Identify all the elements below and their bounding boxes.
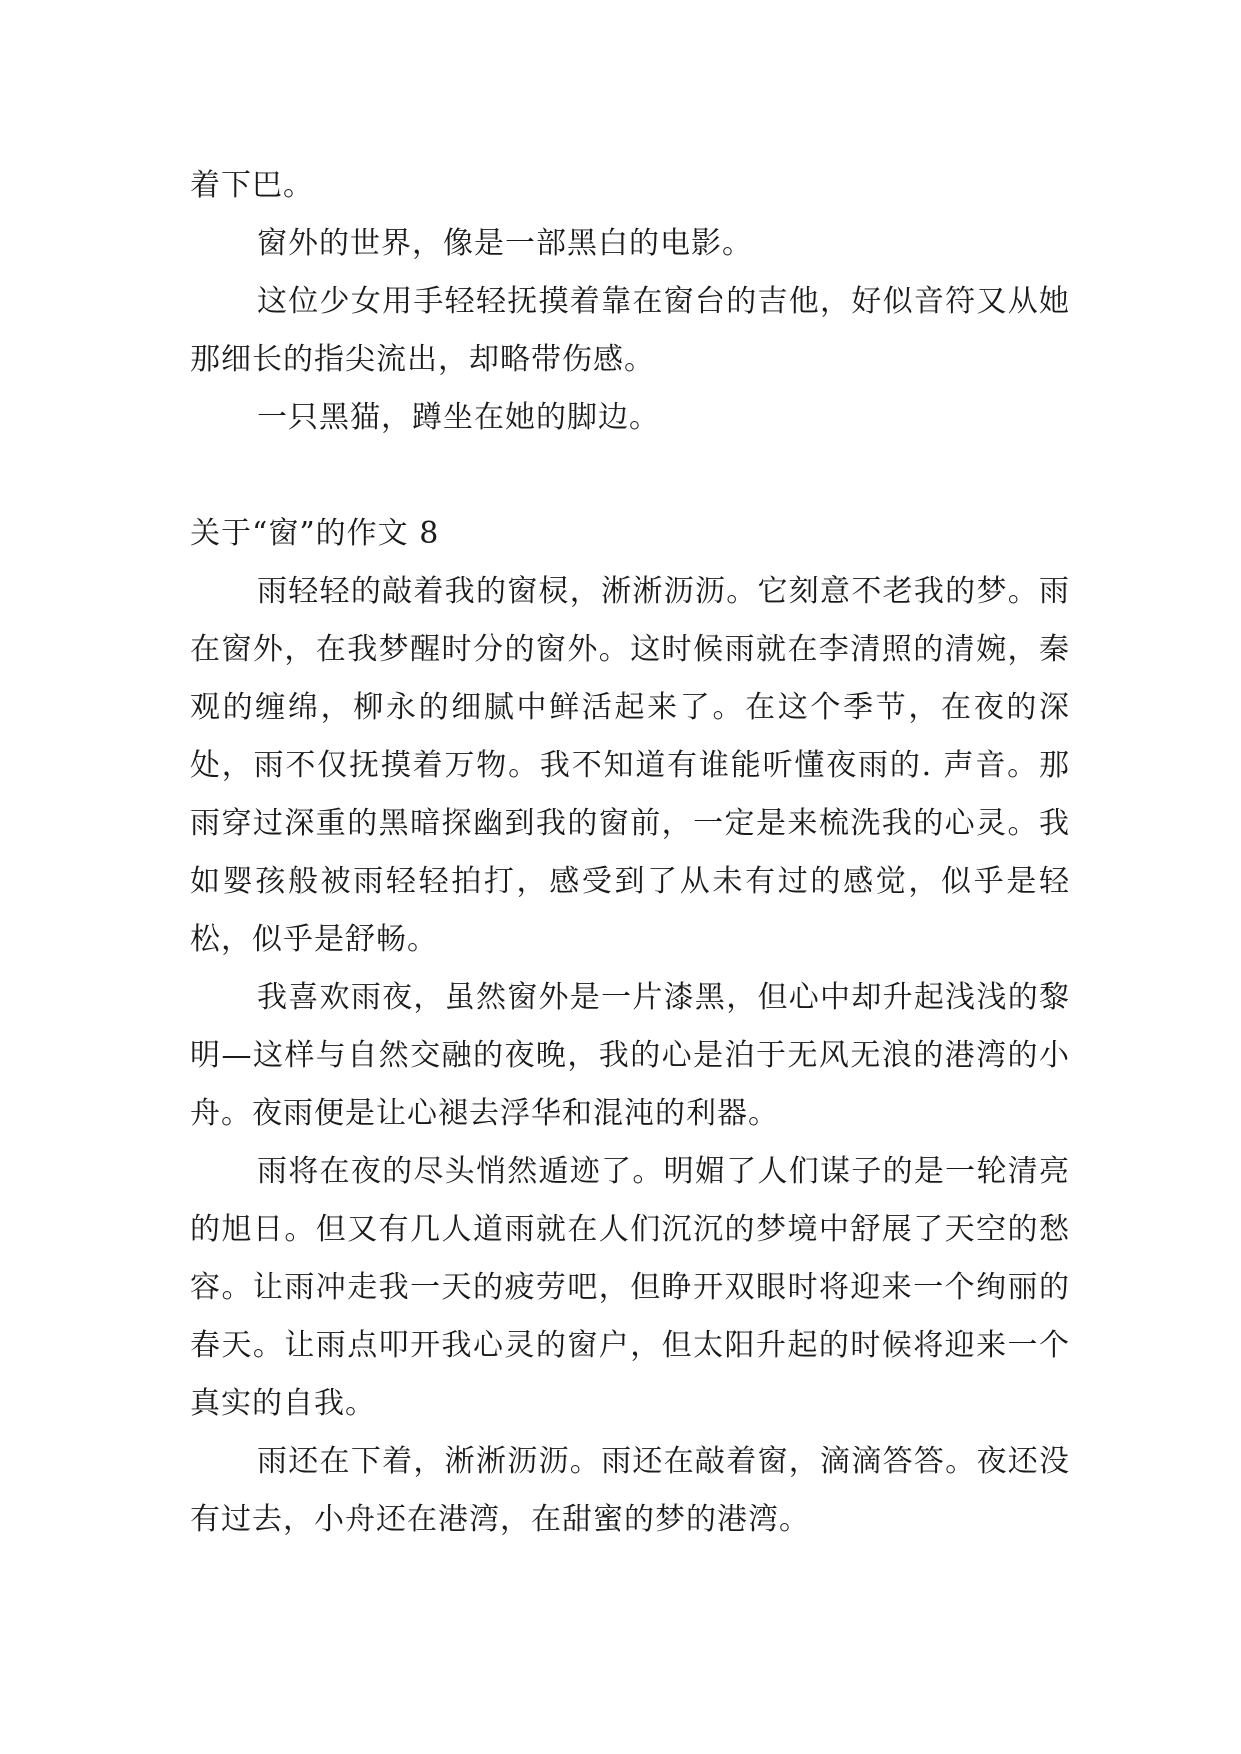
paragraph: 这位少女用手轻轻抚摸着靠在窗台的吉他，好似音符又从她那细长的指尖流出，却略带伤感。 — [190, 284, 1070, 377]
document-body — [190, 157, 1070, 1549]
paragraph: 雨还在下着，淅淅沥沥。雨还在敲着窗，滴滴答答。夜还没有过去，小舟还在港湾，在甜蜜的梦的港湾。 — [190, 1444, 1070, 1537]
paragraph: 着下巴。 — [190, 168, 314, 203]
paragraph: 窗外的世界，像是一部黑白的电影。 — [257, 226, 753, 261]
paragraph: 雨轻轻的敲着我的窗棂，淅淅沥沥。它刻意不老我的梦。雨在窗外，在我梦醒时分的窗外。这时候雨就在李清照的清婉，秦观的缠绵，柳永的细腻中鲜活起来了。在这个季节，在夜的深处，雨不仅抚摸着万物。我不知道有谁能听懂夜雨的. 声音。那雨穿过深重的黑暗探幽到我的窗前，一定是来梳洗我的心灵。我如婴孩般被雨轻轻拍打，感受到了从未有过的感觉，似乎是轻松，似乎是舒畅。 — [190, 574, 1070, 957]
section-heading: 关于“窗”的作文 8 — [190, 516, 440, 551]
paragraph: 我喜欢雨夜，虽然窗外是一片漆黑，但心中却升起浅浅的黎明—这样与自然交融的夜晚，我的心是泊于无风无浪的港湾的小舟。夜雨便是让心褪去浮华和混沌的利器。 — [190, 980, 1070, 1131]
paragraph: 一只黑猫，蹲坐在她的脚边。 — [257, 400, 660, 435]
paragraph: 雨将在夜的尽头悄然遁迹了。明媚了人们谋子的是一轮清亮的旭日。但又有几人道雨就在人们沉沉的梦境中舒展了天空的愁容。让雨冲走我一天的疲劳吧，但睁开双眼时将迎来一个绚丽的春天。让雨点叩开我心灵的窗户，但太阳升起的时候将迎来一个真实的自我。 — [190, 1154, 1070, 1421]
